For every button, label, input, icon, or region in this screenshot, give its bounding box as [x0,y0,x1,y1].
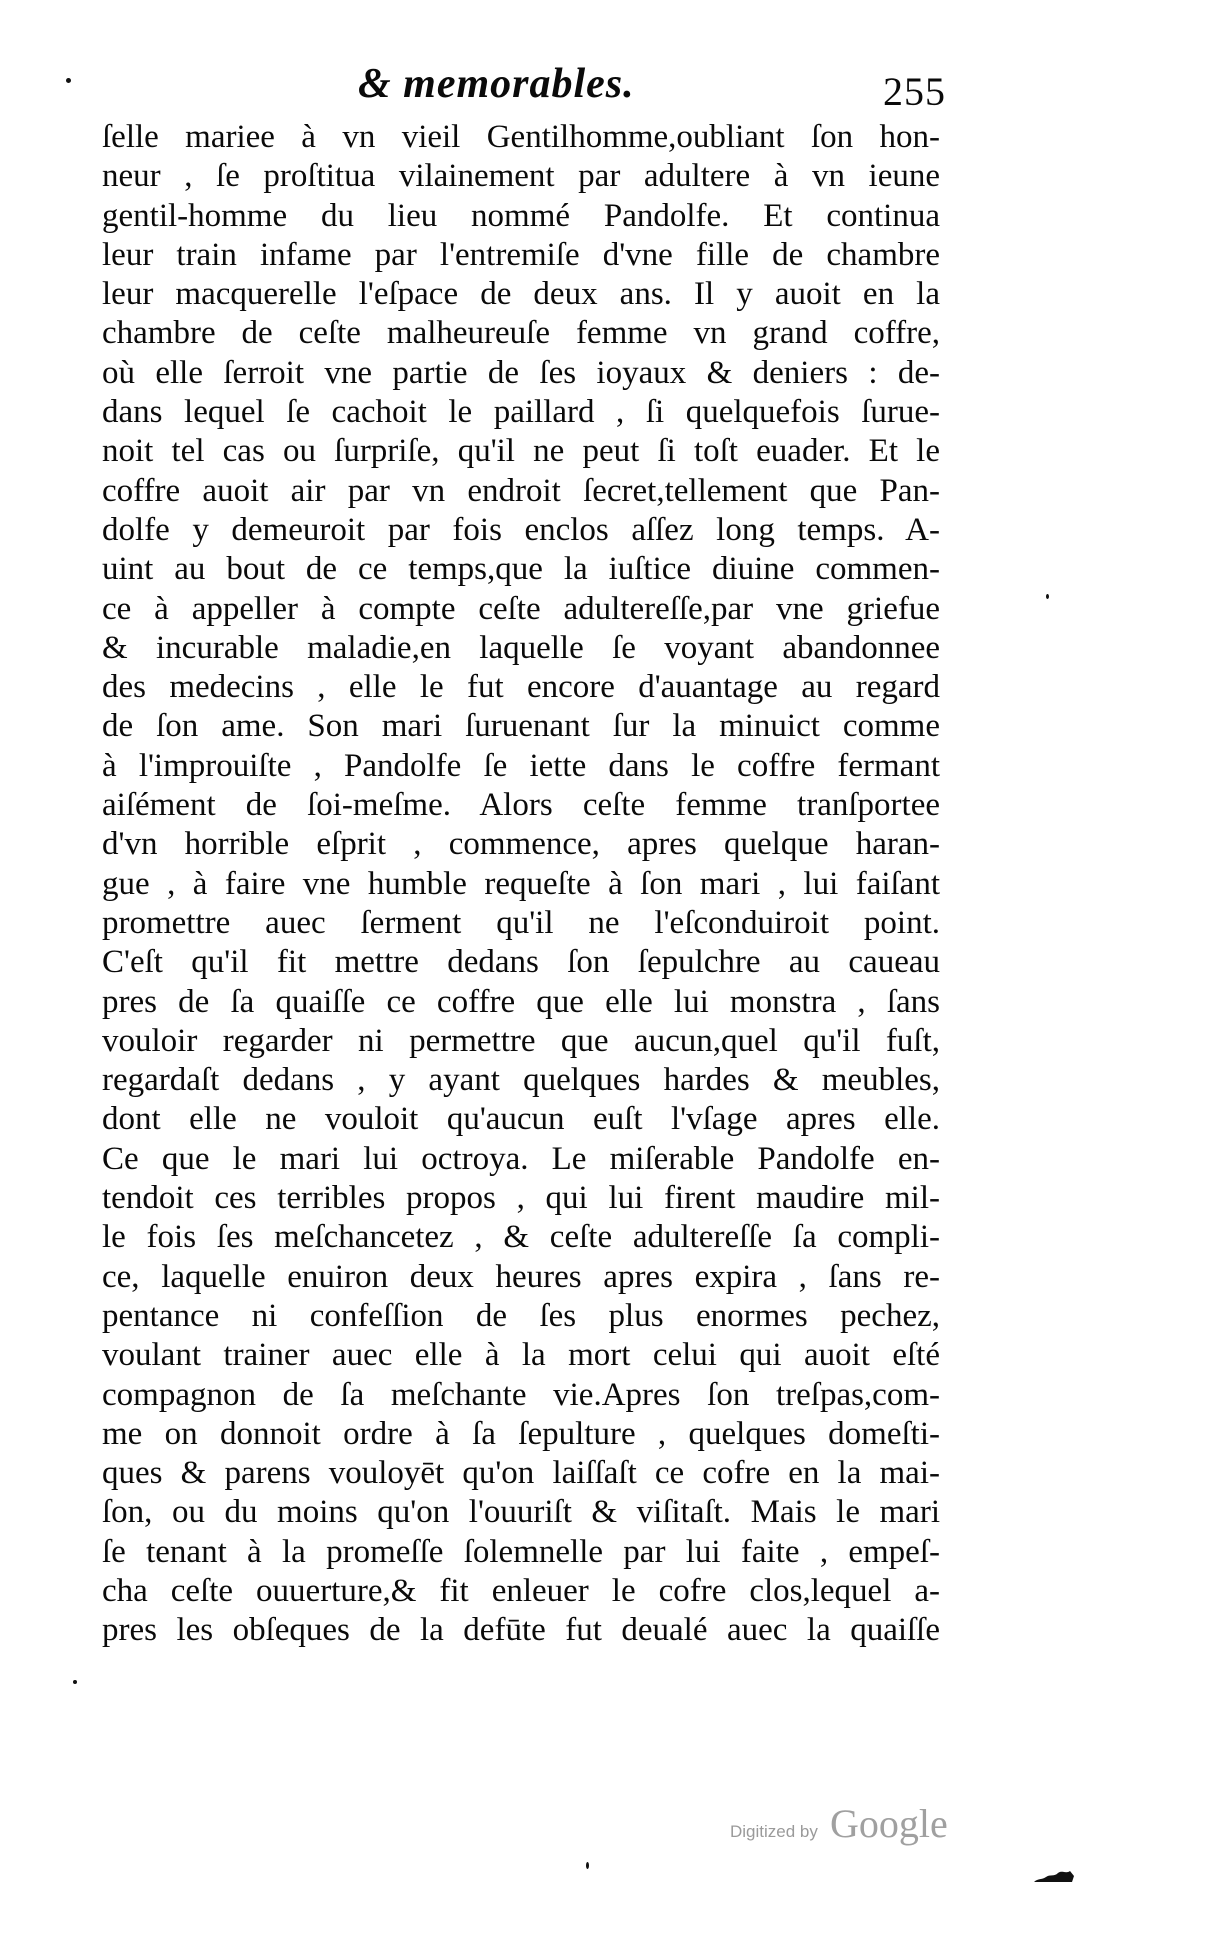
text-line: ques & parens vouloyēt qu'on laiſſaſt ce cofre en la mai- [102,1455,940,1492]
text-line: coffre auoit air par vn endroit ſecret,tellement que Pan- [102,472,940,509]
text-line: pres les obſeques de la defūte fut deualé auec la quaiſſe [102,1612,940,1649]
body-text [102,118,940,1651]
text-line: dont elle ne vouloit qu'aucun euſt l'vſage apres elle. [102,1101,940,1138]
digitized-by-watermark [730,1800,990,1850]
ink-blot-icon [1032,1868,1076,1884]
text-line: ſon, ou du moins qu'on l'ouuriſt & viſitaſt. Mais le mari [102,1494,940,1531]
text-line: à l'improuiſte , Pandolfe ſe iette dans le coffre fermant [102,747,940,784]
text-line: ſe tenant à la promeſſe ſolemnelle par lui faite , empeſ- [102,1533,940,1570]
text-line: gentil-homme du lieu nommé Pandolfe. Et continua [102,197,940,234]
text-line: pentance ni confeſſion de ſes plus enormes pechez, [102,1297,940,1334]
text-line: dans lequel ſe cachoit le paillard , ſi quelquefois ſurue- [102,394,940,431]
text-line: cha ceſte ouuerture,& fit enleuer le cofre clos,lequel a- [102,1572,940,1609]
text-line: ce, laquelle enuiron deux heures apres expira , ſans re- [102,1258,940,1295]
text-line: neur , ſe proſtitua vilainement par adultere à vn ieune [102,158,940,195]
text-line: aiſément de ſoi-meſme. Alors ceſte femme tranſportee [102,787,940,824]
text-line: des medecins , elle le fut encore d'auantage au regard [102,669,940,706]
ink-speck [1046,594,1049,599]
text-line: ce à appeller à compte ceſte adultereſſe,par vne griefue [102,590,940,627]
text-line: regardaſt dedans , y ayant quelques hardes & meubles, [102,1062,940,1099]
text-line: voulant trainer auec elle à la mort celui qui auoit eſté [102,1337,940,1374]
text-line: gue , à faire vne humble requeſte à ſon mari , lui faiſant [102,865,940,902]
text-line: compagnon de ſa meſchante vie.Apres ſon treſpas,com- [102,1376,940,1413]
text-line: chambre de ceſte malheureuſe femme vn grand coffre, [102,315,940,352]
text-line: Ce que le mari lui octroya. Le miſerable Pandolfe en- [102,1140,940,1177]
text-line: tendoit ces terribles propos , qui lui firent maudire mil- [102,1180,940,1217]
text-line: & incurable maladie,en laquelle ſe voyant abandonnee [102,629,940,666]
text-line: pres de ſa quaiſſe ce coffre que elle lui monstra , ſans [102,983,940,1020]
text-line: vouloir regarder ni permettre que aucun,quel qu'il fuſt, [102,1022,940,1059]
running-head [0,52,1209,112]
text-line: uint au bout de ce temps,que la iuſtice diuine commen- [102,551,940,588]
text-line: leur train infame par l'entremiſe d'vne fille de chambre [102,236,940,273]
google-logo: Google [830,1801,948,1846]
running-title: & memorables. [358,61,635,107]
ink-speck [66,78,71,83]
ink-speck [73,1680,77,1684]
text-line: noit tel cas ou ſurpriſe, qu'il ne peut ſi toſt euader. Et le [102,433,940,470]
text-line: leur macquerelle l'eſpace de deux ans. Il y auoit en la [102,276,940,313]
digitized-by-label: Digitized by [730,1822,818,1841]
page-number: 255 [883,69,946,114]
text-line: promettre auec ſerment qu'il ne l'eſconduiroit point. [102,904,940,941]
text-line: de ſon ame. Son mari ſuruenant ſur la minuict comme [102,708,940,745]
text-line: me on donnoit ordre à ſa ſepulture , quelques domeſti- [102,1415,940,1452]
text-line: ſelle mariee à vn vieil Gentilhomme,oubliant ſon hon- [102,119,940,155]
text-line: le fois ſes meſchancetez , & ceſte adultereſſe ſa compli- [102,1219,940,1256]
text-line: dolfe y demeuroit par fois enclos aſſez long temps. A- [102,511,940,548]
ink-speck [586,1862,589,1869]
text-line: où elle ſerroit vne partie de ſes ioyaux & deniers : de- [102,354,940,391]
text-line: C'eſt qu'il fit mettre dedans ſon ſepulchre au caueau [102,944,940,981]
text-line: d'vn horrible eſprit , commence, apres quelque haran- [102,826,940,863]
